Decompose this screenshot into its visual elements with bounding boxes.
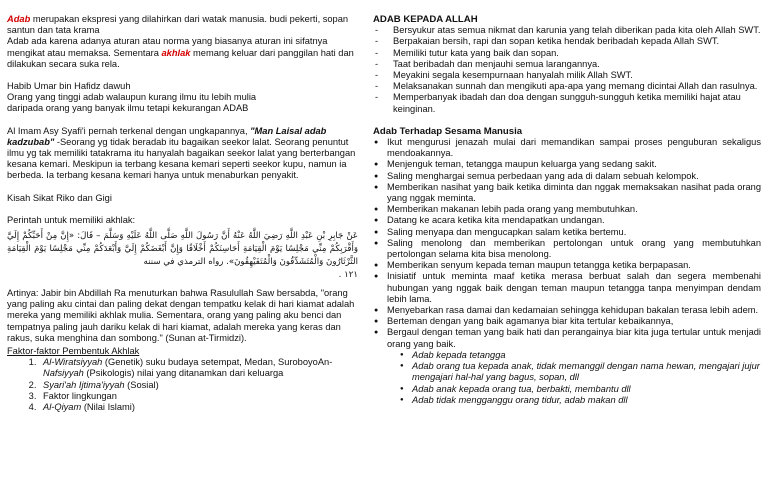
list-item: ● Ikut mengurusi jenazah mulai dari memandikan sampai proses penguburan sekaligus mendoakannya. [373,137,761,159]
list-item: ● Memberikan nasihat yang baik ketika diminta dan nggak memaksakan nasihat pada orang yang nggak meminta. [373,182,761,204]
habib-quote-line-2: daripada orang yang banyak ilmu tetapi kekurangan ADAB [7,103,249,114]
akhlak-highlight: akhlak [161,47,191,58]
list-item: - Taat beribadah dan menjauhi semua larangannya. [373,59,761,70]
faktor-item: 4. Al-Qiyam (Nilai Islami) [39,402,358,413]
list-item: ● Menyebarkan rasa damai dan kedamaian sehingga kehidupan bakalan terasa lebih adem. [373,305,761,316]
list-item: ● Saling menyapa dan mengucapkan salam ketika bertemu. [373,227,761,238]
sub-list-item: ● Adab tidak mengganggu orang tidur, adab makan dll [400,395,761,406]
habib-quote-line-1: Orang yang tinggi adab walaupun kurang ilmu itu lebih mulia [7,92,257,103]
perintah-line: Perintah untuk memiliki akhlak: [7,214,136,225]
list-item: ● Memberikan senyum kepada teman maupun tetangga ketika berpapasan. [373,260,761,271]
faktor-list [7,357,358,413]
list-item: - Melaksanakan sunnah dan mengikuti apa-apa yang memang dicintai Allah dan rasulnya. [373,81,761,92]
intro-paragraph-1: Adab merupakan ekspresi yang dilahirkan dari watak manusia. budi pekerti, sopan santun dan tata krama [7,14,349,36]
left-column [7,14,358,413]
sub-list-item: ● Adab orang tua kepada anak, tidak memanggil dengan nama hewan, mengajari jujur mengajari hal-hal yang bagus, sopan, dll [400,361,761,383]
imam-quote: "Man Laisal adab kadzubab" [7,125,327,147]
list-item: ● Memberikan makanan lebih pada orang yang membutuhkan. [373,204,761,215]
faktor-item: 2. Syari'ah Ijtima'iyyah (Sosial) [39,380,358,391]
list-item: - Memiliki tutur kata yang baik dan sopan. [373,48,761,59]
list-item: ● Bergaul dengan teman yang baik hati dan perangainya biar kita juga tertular untuk menjadi orang yang baik. [373,327,761,349]
sub-list-item: ● Adab anak kepada orang tua, berbakti, membantu dll [400,384,761,395]
list-item: ● Inisiatif untuk meminta maaf ketika merasa berbuat salah dan segera membenahi hubungan yang nggak baik dengan teman maupun tetangga tanpa menyimpan dendam lebih lama. [373,271,761,305]
list-item: - Meyakini segala kesempurnaan hanyalah milik Allah SWT. [373,70,761,81]
list-item: - Berpakaian bersih, rapi dan sopan ketika hendak beribadah kepada Allah SWT. [373,36,761,47]
faktor-title: Faktor-faktor Pembentuk Akhlak [7,346,140,357]
hadith-number: ١٢١ . [338,270,358,281]
adab-highlight: Adab [7,14,31,24]
faktor-item: 3. Faktor lingkungan [39,391,358,402]
list-item: ● Menjenguk teman, tetangga maupun keluarga yang sedang sakit. [373,159,761,170]
list-item: - Bersyukur atas semua nikmat dan karunia yang telah diberikan pada kita oleh Allah SWT. [373,25,761,36]
list-item: ● Saling menolong dan memberikan pertolongan untuk orang yang membutuhkan pertolongan selama kita bisa menolong. [373,238,761,260]
imam-syafii-paragraph: Al Imam Asy Syafi'i pernah terkenal dengan ungkapannya, "Man Laisal adab kadzubab" -Seorang yg tidak beradab itu bagaikan seekor lalat. Seorang penuntut ilmu yg tak memiliki tatakrama itu hanyalah bagaikan seekor lalat yang berterbangan kesana kemari. Meskipun ia terbang kesana kemari seperti seekor kupu, namun ia berbeda. Ia terbang kesana kemari hanya untuk menaburkan penyakit. [7,125,356,181]
list-item: ● Datang ke acara ketika kita mendapatkan undangan. [373,215,761,226]
sub-list-item: ● Adab kepada tetangga [400,350,761,361]
list-item: - Memperbanyak ibadah dan doa dengan sungguh-sungguh ketika memiliki hajat atau keinginan. [373,92,761,114]
adab-kepada-allah-title: ADAB KEPADA ALLAH [373,14,478,25]
adab-allah-list [373,25,761,115]
list-item: ● Berteman dengan yang baik agamanya biar kita tertular kebaikannya, [373,316,761,327]
habib-name: Habib Umar bin Hafidz dawuh [7,81,131,92]
faktor-item: 1. Al-Wiratsiyyah (Genetik) suku budaya setempat, Medan, SuroboyoAn- Nafsiyyah (Psikologis) nilai yang ditanamkan dari keluarga [39,357,358,379]
adab-sesama-list [373,137,761,350]
adab-sub-list [373,350,761,406]
adab-sesama-title: Adab Terhadap Sesama Manusia [373,125,523,137]
list-item: ● Saling menghargai semua perbedaan yang ada di dalam sebuah kelompok. [373,171,761,182]
arabic-hadith: عَنْ جَابِرِ بْنِ عَبْدِ اللَّهِ رَضِيَ اللَّهُ عَنْهُ أَنَّ رَسُولَ اللَّهِ صَلَّى اللَّهُ عَلَيْهِ وَسَلَّمَ – قَالَ: «إِنَّ مِنْ أَحَبِّكُمْ إِلَيَّ وَأَقْرَبِكُمْ مِنِّي مَجْلِسًا يَوْمَ الْقِيَامَةِ أَحَاسِنَكُمْ أَخْلَاقًا وَإِنَّ أَبْغَضَكُمْ إِلَيَّ وَأَبْعَدَكُمْ مِنِّي مَجْلِسًا يَوْمَ الْقِيَامَةِ الثَّرْثَارُونَ وَالْمُتَشَدِّقُونَ وَالْمُتَفَيْهِقُونَ». رواه الترمذي في سننه ١٢١ . [7,231,358,281]
right-column [373,14,761,406]
intro-paragraph-2: Adab ada karena adanya aturan atau norma yang biasanya aturan ini sifatnya mengikat atau memaksa. Sementara akhlak memang keluar dari panggilan hati dan dilakukan secara suka rela. [7,36,354,69]
artinya-paragraph: Artinya: Jabir bin Abdillah Ra menuturkan bahwa Rasulullah Saw bersabda, "orang yang paling aku cintai dan paling dekat dengan tempatku kelak di hari kiamat adalah mereka yang memiliki akhlak mulia. Sementara, orang yang paling aku benci dan tempatnya paling jauh dariku kelak di hari kiamat, adalah mereka yang keras dan rakus, suka menghina dan sombong." (Sunan at-Tirmidzi). [7,288,355,343]
kisah-line: Kisah Sikat Riko dan Gigi [7,192,112,203]
